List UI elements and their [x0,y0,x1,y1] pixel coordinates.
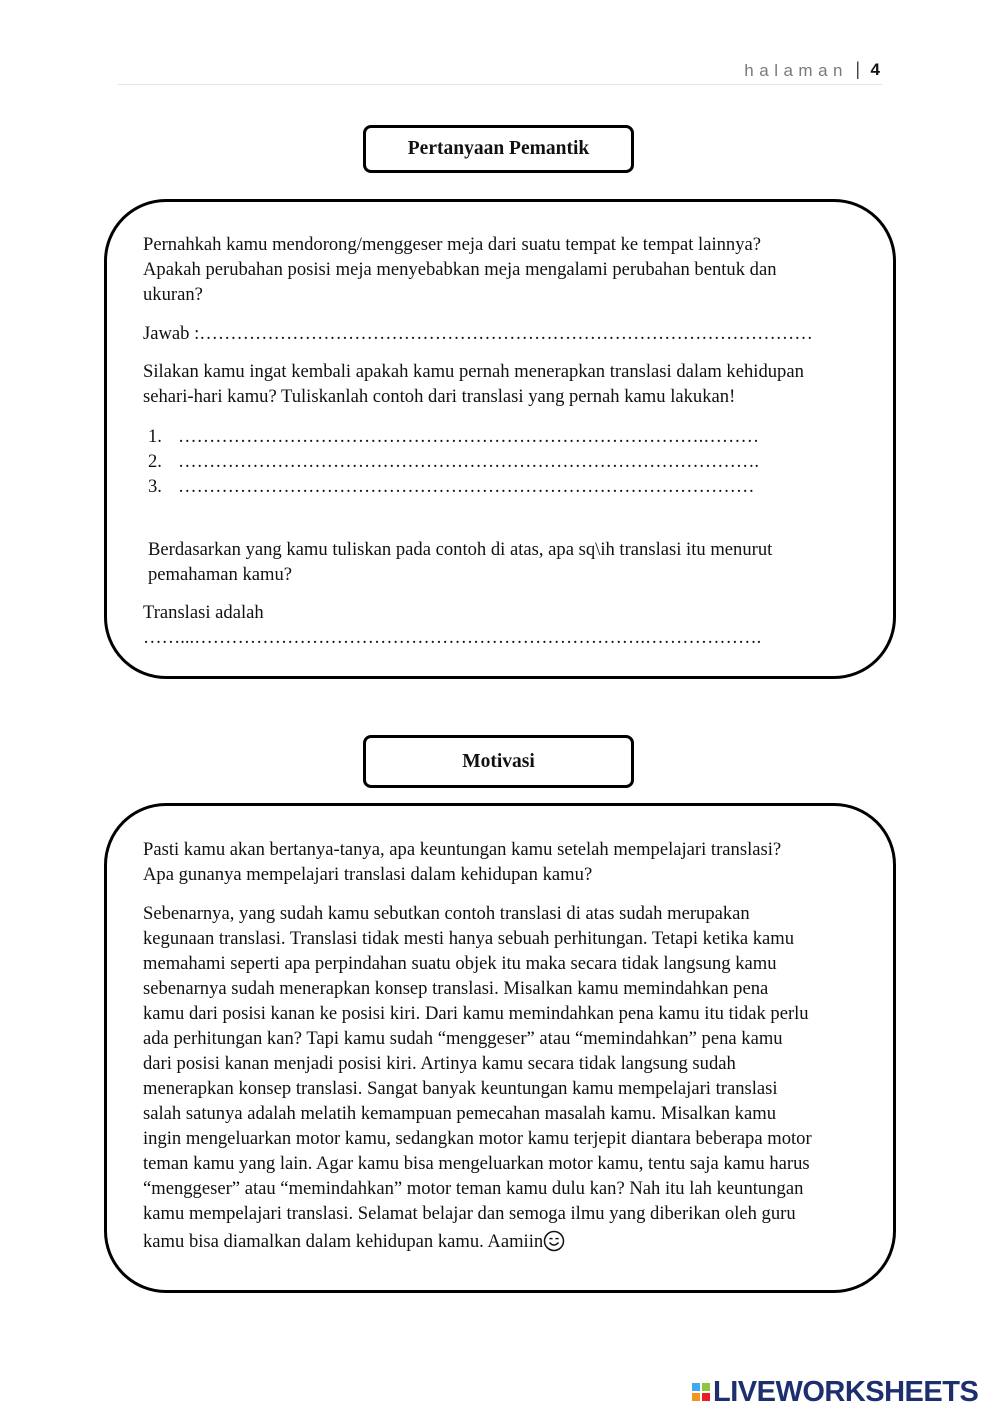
list-item[interactable] [148,424,759,449]
question-line-1: Pernahkah kamu mendorong/menggeser meja dari suatu tempat ke tempat lainnya? [143,234,762,255]
list-number: 3. [148,476,162,497]
body-line: kamu dari posisi kanan ke posisi kiri. Dari kamu memindahkan pena kamu itu tidak perlu [143,1003,809,1024]
list-blank: ………………………………………………………………………………… [178,476,755,497]
logo-square [702,1393,710,1401]
body-line: sebenarnya sudah menerapkan konsep translasi. Misalkan kamu memindahkan pena [143,978,769,999]
question-line-2: Apakah perubahan posisi meja menyebabkan meja mengalami perubahan bentuk dan [143,259,777,280]
header-label: halaman [744,61,848,80]
intro-line-2: Apa gunanya mempelajari translasi dalam kehidupan kamu? [143,864,593,885]
body-line-last [143,1229,857,1259]
list-blank: ………………………………………………………………………….……… [178,426,760,447]
body-line: kamu mempelajari translasi. Selamat belajar dan semoga ilmu yang diberikan oleh guru [143,1203,796,1224]
prompt-line-2: sehari-hari kamu? Tuliskanlah contoh dari translasi yang pernah kamu lakukan! [143,386,736,407]
body-line-text: kamu bisa diamalkan dalam kehidupan kamu. Aamiin [143,1231,544,1252]
list-number: 1. [148,426,162,447]
intro-line-1: Pasti kamu akan bertanya-tanya, apa keuntungan kamu setelah mempelajari translasi? [143,839,782,860]
list-blank: …………………………………………………………………………………. [178,451,760,472]
answer-field[interactable]: Jawab :……………………………………………………………………………………… [143,323,813,344]
smiley-icon [543,1230,565,1259]
body-line: salah satunya adalah melatih kemampuan pemecahan masalah kamu. Misalkan kamu [143,1103,776,1124]
liveworksheets-logo[interactable] [692,1375,992,1409]
body-line: teman kamu yang lain. Agar kamu bisa mengeluarkan motor kamu, tentu saja kamu harus [143,1153,810,1174]
body-line: Sebenarnya, yang sudah kamu sebutkan contoh translasi di atas sudah merupakan [143,903,750,924]
header-separator: | [855,59,860,79]
body-line: ingin mengeluarkan motor kamu, sedangkan motor kamu terjepit diantara beberapa motor [143,1128,812,1149]
body-line: ada perhitungan kan? Tapi kamu sudah “menggeser” atau “memindahkan” pena kamu [143,1028,783,1049]
logo-text: LIVEWORKSHEETS [713,1375,979,1408]
list-item[interactable] [148,474,754,499]
body-line: “menggeser” atau “memindahkan” motor teman kamu dulu kan? Nah itu lah keuntungan [143,1178,804,1199]
logo-square [692,1383,700,1391]
body-line: memahami seperti apa perpindahan suatu objek itu maka secara tidak langsung kamu [143,953,777,974]
prompt-line-1: Silakan kamu ingat kembali apakah kamu pernah menerapkan translasi dalam kehidupan [143,361,804,382]
section-title-pertanyaan-pemantik: Pertanyaan Pemantik [363,125,634,173]
list-item[interactable] [148,449,759,474]
logo-square [692,1393,700,1401]
body-line: kegunaan translasi. Translasi tidak mesti hanya sebuah perhitungan. Tetapi ketika kamu [143,928,795,949]
body-line: menerapkan konsep translasi. Sangat banyak keuntungan kamu mempelajari translasi [143,1078,778,1099]
reflection-line-2: pemahaman kamu? [148,564,293,585]
logo-square [702,1383,710,1391]
definition-field[interactable]: ……...……………………………………………………………….………………. [143,627,762,648]
body-line: dari posisi kanan menjadi posisi kiri. Artinya kamu secara tidak langsung sudah [143,1053,736,1074]
section-title-motivasi: Motivasi [363,735,634,788]
question-line-3: ukuran? [143,284,203,305]
definition-label: Translasi adalah [143,602,264,623]
page-header [118,58,882,85]
logo-mark-icon [692,1383,710,1401]
reflection-line-1: Berdasarkan yang kamu tuliskan pada contoh di atas, apa sq\ih translasi itu menurut [148,539,773,560]
list-number: 2. [148,451,162,472]
page-number: 4 [870,60,880,79]
